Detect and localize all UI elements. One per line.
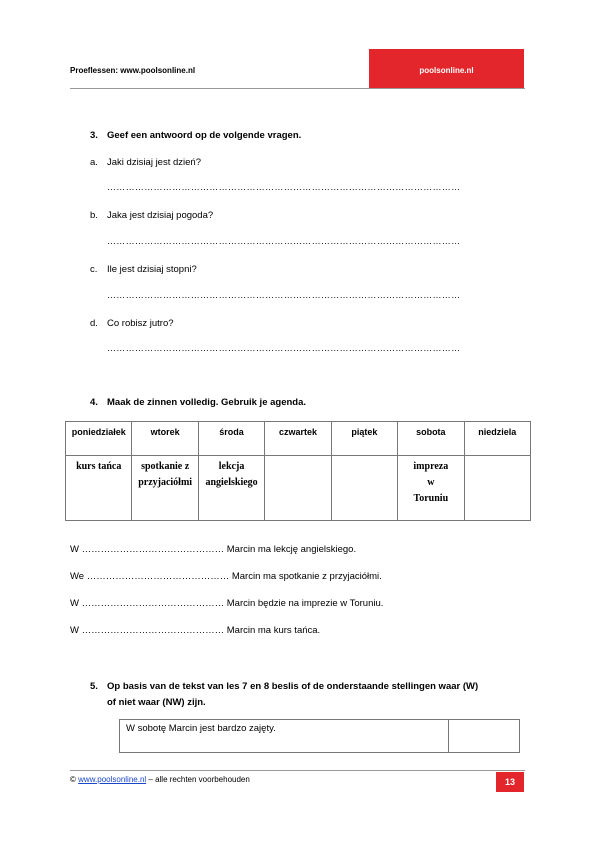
fill-sentence-2[interactable]: We ……………………………………… Marcin ma spotkanie z przyjaciółmi. — [70, 571, 382, 582]
agenda-header-row — [66, 422, 531, 456]
statement-answer-cell[interactable] — [449, 720, 520, 753]
agenda-entry-line: impreza — [413, 461, 449, 472]
day-header: środa — [198, 422, 264, 456]
footer-site-link[interactable]: www.poolsonline.nl — [78, 775, 147, 784]
answer-line-d[interactable]: …………………………………………………………………………………………………… — [107, 343, 461, 353]
question-a — [90, 157, 201, 168]
agenda-entry-line: lekcja — [218, 461, 245, 472]
section-5-number: 5. — [90, 681, 98, 692]
agenda-cell-thursday — [265, 456, 331, 521]
question-d — [90, 318, 174, 329]
agenda-entry-line: angielskiego — [205, 477, 258, 488]
day-header: sobota — [398, 422, 464, 456]
agenda-entry-row — [66, 456, 531, 521]
statements-table — [119, 719, 520, 753]
question-d-text: Co robisz jutro? — [107, 318, 174, 329]
answer-line-c[interactable]: …………………………………………………………………………………………………… — [107, 290, 461, 300]
agenda-entry-line: przyjaciółmi — [138, 477, 193, 488]
day-header: niedziela — [464, 422, 530, 456]
question-b-text: Jaka jest dzisiaj pogoda? — [107, 210, 214, 221]
section-5-title-line1: Op basis van de tekst van les 7 en 8 beslis of de onderstaande stellingen waar (W) — [107, 681, 479, 692]
agenda-entry-line: w — [427, 477, 435, 488]
statement-row — [120, 720, 520, 753]
agenda-cell-saturday — [398, 456, 464, 521]
fill-sentence-3[interactable]: W ……………………………………… Marcin będzie na imprezie w Toruniu. — [70, 598, 384, 609]
agenda-entry-line: spotkanie z — [141, 461, 190, 472]
header-divider — [70, 88, 525, 89]
day-header: poniedziałek — [66, 422, 132, 456]
agenda-cell-monday — [66, 456, 132, 521]
statement-text: W sobotę Marcin jest bardzo zajęty. — [120, 720, 449, 753]
section-5-heading — [90, 679, 478, 711]
section-5-title-line2: of niet waar (NW) zijn. — [107, 697, 206, 708]
copyright-symbol: © — [70, 775, 76, 784]
answer-line-a[interactable]: …………………………………………………………………………………………………… — [107, 182, 461, 192]
agenda-entry-line: kurs tańca — [76, 461, 122, 472]
footer-copyright — [70, 775, 250, 784]
agenda-cell-sunday — [464, 456, 530, 521]
question-c-letter: c. — [90, 264, 98, 275]
question-c-text: Ile jest dzisiaj stopni? — [107, 264, 197, 275]
footer-rights-text: – alle rechten voorbehouden — [146, 775, 250, 784]
question-d-letter: d. — [90, 318, 98, 329]
section-3-number: 3. — [90, 130, 98, 141]
section-3-heading — [90, 130, 301, 141]
question-c — [90, 264, 197, 275]
header-brand-box — [369, 49, 524, 89]
section-4-title: Maak de zinnen volledig. Gebruik je agenda. — [107, 397, 307, 408]
page-number: 13 — [496, 772, 524, 792]
agenda-entry-line: Toruniu — [413, 493, 449, 504]
question-a-text: Jaki dzisiaj jest dzień? — [107, 157, 201, 168]
fill-sentence-1[interactable]: W ……………………………………… Marcin ma lekcję angielskiego. — [70, 544, 357, 555]
header-brand-label: poolsonline.nl — [419, 66, 474, 75]
question-a-letter: a. — [90, 157, 98, 168]
answer-line-b[interactable]: …………………………………………………………………………………………………… — [107, 236, 461, 246]
agenda-cell-tuesday — [132, 456, 198, 521]
fill-sentence-4[interactable]: W ……………………………………… Marcin ma kurs tańca. — [70, 625, 321, 636]
section-3-title: Geef een antwoord op de volgende vragen. — [107, 130, 302, 141]
agenda-table — [65, 421, 531, 521]
agenda-cell-friday — [331, 456, 397, 521]
section-4-heading — [90, 397, 306, 408]
question-b — [90, 210, 213, 221]
day-header: piątek — [331, 422, 397, 456]
day-header: czwartek — [265, 422, 331, 456]
agenda-cell-wednesday — [198, 456, 264, 521]
section-4-number: 4. — [90, 397, 98, 408]
day-header: wtorek — [132, 422, 198, 456]
footer-divider — [70, 770, 525, 771]
question-b-letter: b. — [90, 210, 98, 221]
header-site-label: Proeflessen: www.poolsonline.nl — [70, 66, 196, 75]
